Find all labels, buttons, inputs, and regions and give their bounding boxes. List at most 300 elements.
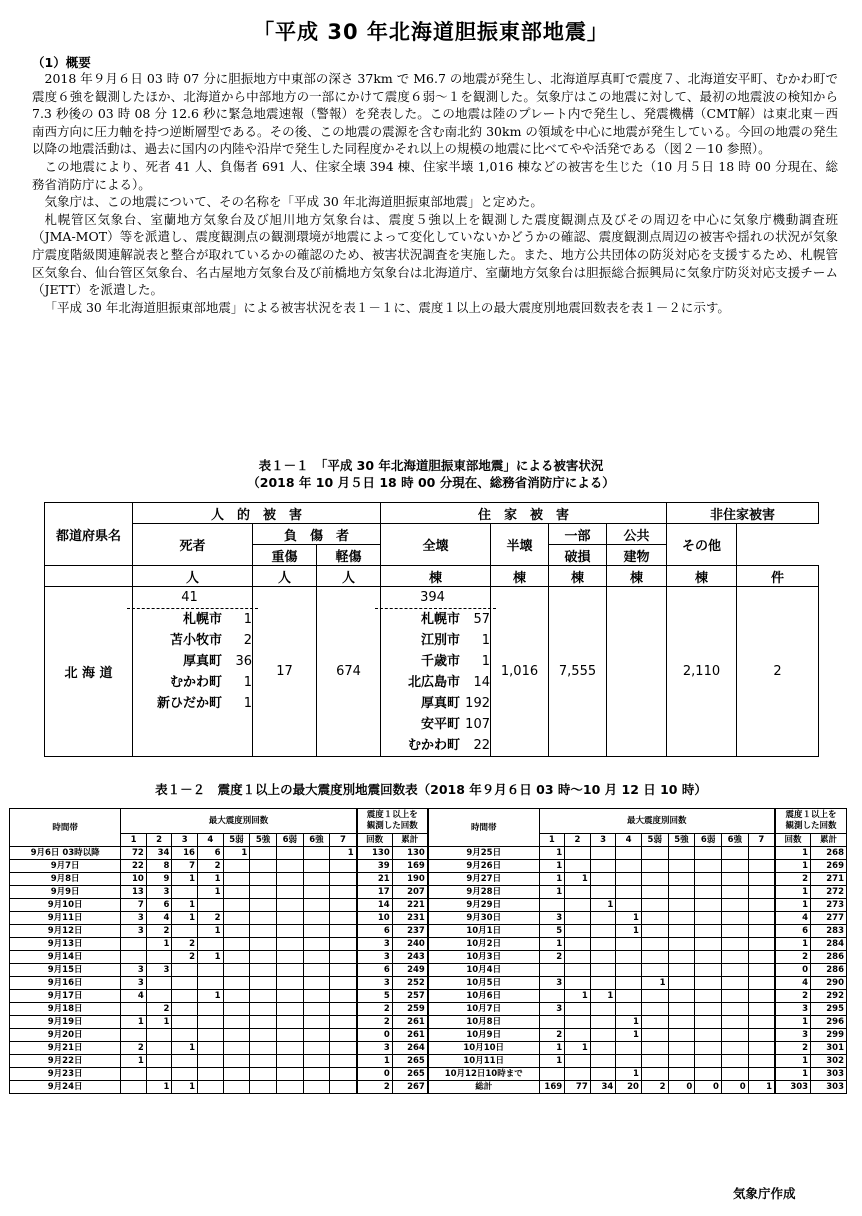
count-cell: 21: [357, 873, 393, 886]
period-cell: 9月11日: [10, 912, 121, 925]
period-cell: 10月4日: [428, 964, 539, 977]
intensity-count-cell: 1: [616, 1016, 642, 1029]
table1-caption: [0, 457, 862, 491]
table-row: [10, 899, 847, 912]
intensity-count-cell: [748, 951, 775, 964]
intensity-count-cell: [616, 1042, 642, 1055]
paragraph: 「平成 30 年北海道胆振東部地震」による被害状況を表１－１に、震度１以上の最大震度別地震回数表を表１－２に示す。: [44, 299, 730, 315]
count-cell: 1: [775, 886, 811, 899]
table-row: [10, 1029, 847, 1042]
intensity-count-cell: [121, 938, 147, 951]
intensity-count-cell: [223, 1068, 250, 1081]
city-row: [381, 630, 490, 651]
intensity-count-cell: [330, 964, 357, 977]
intensity-count-cell: 1: [616, 1029, 642, 1042]
intensity-count-cell: [223, 899, 250, 912]
intensity-count-cell: 1: [539, 1042, 565, 1055]
intensity-count-cell: [276, 886, 303, 899]
intensity-count-cell: 2: [146, 1003, 172, 1016]
intensity-count-cell: [172, 1003, 198, 1016]
table1-caption-line2: （2018 年 10 月５日 18 時 00 分現在、総務省消防庁による）: [247, 475, 615, 490]
intensity-count-cell: 1: [172, 912, 198, 925]
city-count: 22: [473, 738, 490, 753]
intensity-count-cell: 1: [616, 925, 642, 938]
cumulative-cell: 169: [392, 860, 428, 873]
intensity-count-cell: 1: [539, 886, 565, 899]
intensity-count-cell: [616, 1003, 642, 1016]
intensity-count-cell: 1: [590, 899, 616, 912]
count-cell: 2: [775, 990, 811, 1003]
intensity-count-cell: [539, 899, 565, 912]
cumulative-cell: 286: [811, 964, 847, 977]
intensity-count-cell: [172, 1016, 198, 1029]
intensity-count-cell: [197, 899, 223, 912]
city-row: [381, 693, 490, 714]
count-cell: 303: [775, 1081, 811, 1094]
period-cell: 10月5日: [428, 977, 539, 990]
count-cell: 3: [775, 1003, 811, 1016]
intensity-count-cell: [748, 886, 775, 899]
city-count: 36: [235, 654, 252, 669]
intensity-count-cell: [721, 951, 748, 964]
intensity-count-cell: [223, 964, 250, 977]
intensity-count-cell: [695, 1003, 722, 1016]
unit: 人: [253, 566, 317, 587]
unit: 棟: [491, 566, 549, 587]
intensity-count-cell: 3: [146, 886, 172, 899]
intensity-count-cell: [748, 1042, 775, 1055]
intensity-count-cell: [641, 1003, 668, 1016]
period-cell: 9月9日: [10, 886, 121, 899]
cumulative-header: 累計: [392, 834, 428, 847]
intensity-count-cell: 1: [539, 938, 565, 951]
intensity-count-cell: 1: [539, 847, 565, 860]
intensity-count-cell: 0: [721, 1081, 748, 1094]
intensity-count-cell: [565, 860, 591, 873]
cumulative-cell: 261: [392, 1029, 428, 1042]
intensity-count-cell: 1: [616, 912, 642, 925]
intensity-count-cell: [641, 886, 668, 899]
intensity-count-cell: [121, 1029, 147, 1042]
count-cell: 0: [357, 1068, 393, 1081]
period-cell: 9月13日: [10, 938, 121, 951]
intensity-count-cell: [250, 938, 277, 951]
intensity-count-cell: [223, 860, 250, 873]
city-row: [381, 735, 490, 756]
intensity-count-cell: [276, 1081, 303, 1094]
intensity-count-cell: [668, 899, 695, 912]
cumulative-cell: 267: [392, 1081, 428, 1094]
intensity-count-cell: 7: [172, 860, 198, 873]
period-cell: 9月30日: [428, 912, 539, 925]
intensity-count-cell: 10: [121, 873, 147, 886]
unit: 棟: [549, 566, 607, 587]
intensity-header: 5弱: [223, 834, 250, 847]
table-row: [10, 1016, 847, 1029]
intensity-count-cell: [590, 1029, 616, 1042]
earthquake-count-table-body: [10, 809, 847, 1094]
count-cell: 2: [357, 1016, 393, 1029]
intensity-count-cell: [748, 1029, 775, 1042]
intensity-count-cell: [276, 873, 303, 886]
table-row: [10, 1055, 847, 1068]
intensity-count-cell: [172, 1029, 198, 1042]
period-cell: 9月16日: [10, 977, 121, 990]
intensity-count-cell: [276, 860, 303, 873]
intensity-count-cell: [223, 1055, 250, 1068]
intensity-count-cell: [276, 847, 303, 860]
intensity-count-cell: [276, 1003, 303, 1016]
intensity-count-cell: [223, 977, 250, 990]
intensity-count-cell: [748, 938, 775, 951]
intensity-count-cell: [197, 1068, 223, 1081]
intensity-header: 7: [330, 834, 357, 847]
footer-credit: 気象庁作成: [733, 1186, 796, 1201]
intensity-count-cell: [641, 899, 668, 912]
header-public: 公共: [607, 524, 667, 545]
header-public-2: 建物: [607, 545, 667, 566]
count-cell: 1: [775, 899, 811, 912]
city-name: 厚真町: [182, 654, 222, 669]
intensity-count-cell: 22: [121, 860, 147, 873]
city-row: [381, 651, 490, 672]
header-other: その他: [667, 524, 737, 566]
header-observed-line2: 観測した回数: [366, 821, 418, 831]
intensity-count-cell: [590, 860, 616, 873]
intensity-count-cell: 4: [146, 912, 172, 925]
count-cell: 6: [775, 925, 811, 938]
intensity-count-cell: [223, 886, 250, 899]
intensity-count-cell: [695, 886, 722, 899]
period-cell: 9月22日: [10, 1055, 121, 1068]
table-row: [10, 912, 847, 925]
header-partial: 一部: [549, 524, 607, 545]
intensity-count-cell: [250, 951, 277, 964]
intensity-count-cell: [616, 886, 642, 899]
intensity-count-cell: [172, 886, 198, 899]
intensity-header: 5弱: [641, 834, 668, 847]
intensity-count-cell: [223, 990, 250, 1003]
section-heading: （1）概要: [32, 55, 91, 70]
table-row: [10, 860, 847, 873]
intensity-count-cell: [146, 1055, 172, 1068]
table-row: [10, 873, 847, 886]
intensity-count-cell: [641, 912, 668, 925]
intensity-count-cell: 3: [146, 964, 172, 977]
intensity-count-cell: [172, 990, 198, 1003]
intensity-count-cell: [616, 938, 642, 951]
intensity-count-cell: [276, 964, 303, 977]
count-cell: 2: [775, 1042, 811, 1055]
intensity-count-cell: [748, 925, 775, 938]
half-collapse: 1,016: [491, 587, 549, 757]
intensity-count-cell: [303, 847, 330, 860]
city-name: 札幌市: [182, 612, 222, 627]
intensity-count-cell: [668, 990, 695, 1003]
intensity-count-cell: [721, 912, 748, 925]
intensity-count-cell: [748, 1003, 775, 1016]
city-count: 1: [243, 696, 252, 711]
intensity-header: 7: [748, 834, 775, 847]
cumulative-cell: 284: [811, 938, 847, 951]
intensity-count-cell: [223, 1042, 250, 1055]
count-cell: 1: [775, 1068, 811, 1081]
intensity-count-cell: 0: [695, 1081, 722, 1094]
intensity-count-cell: [695, 964, 722, 977]
intensity-header: 6強: [303, 834, 330, 847]
intensity-count-cell: [250, 847, 277, 860]
intensity-count-cell: [695, 1042, 722, 1055]
intensity-count-cell: 1: [146, 938, 172, 951]
period-cell: 9月17日: [10, 990, 121, 1003]
intensity-count-cell: [303, 1016, 330, 1029]
intensity-count-cell: [330, 990, 357, 1003]
intensity-count-cell: [668, 977, 695, 990]
intensity-count-cell: [748, 899, 775, 912]
city-row: [133, 651, 252, 672]
intensity-count-cell: [565, 951, 591, 964]
intensity-count-cell: 0: [668, 1081, 695, 1094]
intensity-count-cell: [330, 886, 357, 899]
intensity-count-cell: [695, 990, 722, 1003]
intensity-count-cell: 1: [197, 873, 223, 886]
intensity-count-cell: [668, 1068, 695, 1081]
header-observed-line2: 観測した回数: [785, 821, 837, 831]
intensity-count-cell: 1: [121, 1055, 147, 1068]
intensity-count-cell: [223, 1081, 250, 1094]
paragraph: 2018 年９月６日 03 時 07 分に胆振地方中東部の深さ 37km で M6.7 の地震が発生し、北海道厚真町で震度７、北海道安平町、むかわ町で震度６強を観測したほか、北海道から中部地方の一部にかけて震度６弱～１を観測した。気象庁はこの地震に対して、最初の地震波の検知から 7.3 秒後の 03 時 08 分 12.6 秒に緊急地震速報（警報）を発表した。この地震は陸のプレート内で発生し、発震機構（CMT解）は東北東－西南西方向に圧力軸を持つ逆断層型である。その後、この地震の震源を含む南北約 30km の領域を中心に地震が発生している。今回の地震の発生以降の地震活動は、過去に国内の内陸や沿岸で発生した同程度かそれ以上の規模の地震に比べてやや活発である（図２－10 参照）。: [32, 71, 838, 157]
intensity-count-cell: [303, 1055, 330, 1068]
intensity-count-cell: [197, 1055, 223, 1068]
intensity-count-cell: 2: [172, 938, 198, 951]
intensity-count-cell: [721, 847, 748, 860]
intensity-count-cell: [721, 899, 748, 912]
intensity-count-cell: 1: [121, 1016, 147, 1029]
cumulative-cell: 237: [392, 925, 428, 938]
intensity-count-cell: [721, 990, 748, 1003]
damage-table: [44, 502, 819, 757]
intensity-count-cell: [668, 847, 695, 860]
intensity-count-cell: 77: [565, 1081, 591, 1094]
cumulative-cell: 303: [811, 1081, 847, 1094]
city-name: 新ひだか町: [156, 696, 222, 711]
period-cell: 10月1日: [428, 925, 539, 938]
cumulative-cell: 290: [811, 977, 847, 990]
intensity-count-cell: [250, 886, 277, 899]
intensity-count-cell: [748, 977, 775, 990]
table-row: [10, 886, 847, 899]
intensity-count-cell: [330, 899, 357, 912]
intensity-count-cell: 1: [590, 990, 616, 1003]
intensity-count-cell: [250, 964, 277, 977]
intensity-count-cell: 72: [121, 847, 147, 860]
intensity-count-cell: [668, 1016, 695, 1029]
intensity-count-cell: [303, 1003, 330, 1016]
cumulative-cell: 231: [392, 912, 428, 925]
intensity-header: 3: [172, 834, 198, 847]
intensity-count-cell: [721, 1042, 748, 1055]
intensity-count-cell: [303, 1081, 330, 1094]
intensity-count-cell: [616, 847, 642, 860]
intensity-count-cell: 1: [641, 977, 668, 990]
intensity-count-cell: [721, 925, 748, 938]
period-cell: 9月7日: [10, 860, 121, 873]
header-total-collapse: 全壊: [381, 524, 491, 566]
intensity-count-cell: [303, 1042, 330, 1055]
intensity-count-cell: 1: [172, 873, 198, 886]
intensity-count-cell: 4: [121, 990, 147, 1003]
cumulative-cell: 264: [392, 1042, 428, 1055]
earthquake-count-table: [9, 808, 847, 1094]
header-human-damage: 人 的 被 害: [133, 503, 381, 524]
count-cell: 6: [357, 925, 393, 938]
intensity-count-cell: 1: [539, 873, 565, 886]
intensity-count-cell: [276, 899, 303, 912]
cumulative-cell: 252: [392, 977, 428, 990]
count-cell: 2: [357, 1081, 393, 1094]
count-cell: 1: [775, 847, 811, 860]
count-cell: 3: [357, 1042, 393, 1055]
intensity-count-cell: [250, 990, 277, 1003]
fire-count: 2: [737, 587, 819, 757]
intensity-count-cell: 2: [539, 951, 565, 964]
count-cell: 0: [775, 964, 811, 977]
intensity-count-cell: [146, 951, 172, 964]
cumulative-cell: 207: [392, 886, 428, 899]
period-cell: 10月12日10時まで: [428, 1068, 539, 1081]
header-half-collapse: 半壊: [491, 524, 549, 566]
unit: 人: [317, 566, 381, 587]
intensity-count-cell: [590, 873, 616, 886]
intensity-count-cell: [748, 990, 775, 1003]
intensity-count-cell: [330, 1055, 357, 1068]
intensity-count-cell: [590, 847, 616, 860]
intensity-count-cell: [695, 977, 722, 990]
city-count: 1: [243, 675, 252, 690]
intensity-count-cell: [721, 1029, 748, 1042]
city-row: [381, 609, 490, 630]
intensity-count-cell: 3: [539, 1003, 565, 1016]
header-observed: [357, 809, 428, 834]
cumulative-cell: 261: [392, 1016, 428, 1029]
count-cell: 2: [357, 1003, 393, 1016]
intensity-count-cell: [668, 951, 695, 964]
page-title: 「平成 30 年北海道胆振東部地震」: [253, 20, 609, 44]
intensity-count-cell: [695, 925, 722, 938]
cumulative-cell: 299: [811, 1029, 847, 1042]
intensity-count-cell: [197, 1042, 223, 1055]
intensity-count-cell: [250, 1042, 277, 1055]
header-partial-2: 破損: [549, 545, 607, 566]
period-cell: 9月23日: [10, 1068, 121, 1081]
period-cell: 9月15日: [10, 964, 121, 977]
cumulative-cell: 265: [392, 1068, 428, 1081]
intensity-count-cell: [330, 1042, 357, 1055]
intensity-count-cell: [303, 925, 330, 938]
unit: 棟: [667, 566, 737, 587]
intensity-header: 4: [616, 834, 642, 847]
cumulative-cell: 273: [811, 899, 847, 912]
count-cell: 1: [775, 938, 811, 951]
intensity-count-cell: [172, 1068, 198, 1081]
count-cell: 14: [357, 899, 393, 912]
intensity-count-cell: [330, 977, 357, 990]
intensity-count-cell: [641, 990, 668, 1003]
intensity-count-cell: 1: [172, 1042, 198, 1055]
paragraph: 札幌管区気象台、室蘭地方気象台及び旭川地方気象台は、震度５強以上を観測した震度観測点及びその周辺を中心に気象庁機動調査班（JMA-MOT）等を派遣し、震度観測点の観測環境が地震によって変化していないかどうかの確認、震度観測点周辺の被害や揺れの状況が気象庁震度階級関連解説表と整合が取れているかの確認のため、被害状況調査を実施した。また、地方公共団体の防災対応を支援するため、札幌管区気象台、仙台管区気象台、名古屋地方気象台及び前橋地方気象台は北海道庁、室蘭地方気象台は胆振総合振興局に気象庁防災対応支援チーム（JETT）を派遣した。: [32, 211, 838, 298]
header-house-damage: 住 家 被 害: [381, 503, 667, 524]
count-cell: 0: [357, 1029, 393, 1042]
intensity-count-cell: [748, 873, 775, 886]
intensity-count-cell: [303, 886, 330, 899]
intensity-count-cell: [721, 938, 748, 951]
intensity-count-cell: [695, 847, 722, 860]
count-cell: 2: [775, 873, 811, 886]
table-row: [10, 1081, 847, 1094]
intensity-count-cell: 1: [539, 860, 565, 873]
intensity-count-cell: 16: [172, 847, 198, 860]
table-row: [10, 847, 847, 860]
intensity-count-cell: [565, 1016, 591, 1029]
period-cell: 9月18日: [10, 1003, 121, 1016]
intensity-count-cell: [276, 1042, 303, 1055]
count-cell: 1: [775, 860, 811, 873]
intensity-count-cell: [330, 1068, 357, 1081]
city-name: 苫小牧市: [169, 633, 222, 648]
intensity-count-cell: [121, 951, 147, 964]
intensity-count-cell: [250, 1081, 277, 1094]
count-cell: 130: [357, 847, 393, 860]
intensity-count-cell: [695, 860, 722, 873]
intensity-count-cell: [641, 873, 668, 886]
intensity-header: 1: [539, 834, 565, 847]
intensity-count-cell: [565, 1003, 591, 1016]
intensity-count-cell: [641, 925, 668, 938]
intensity-count-cell: [590, 977, 616, 990]
intensity-header: 5強: [668, 834, 695, 847]
period-cell: 10月6日: [428, 990, 539, 1003]
intensity-count-cell: 2: [197, 912, 223, 925]
header-minor: 軽傷: [317, 545, 381, 566]
intensity-count-cell: [590, 1055, 616, 1068]
intensity-count-cell: [565, 938, 591, 951]
intensity-count-cell: [146, 977, 172, 990]
intensity-count-cell: [590, 912, 616, 925]
intensity-count-cell: [146, 990, 172, 1003]
intensity-count-cell: 3: [121, 977, 147, 990]
intensity-header: 6強: [721, 834, 748, 847]
city-row: [133, 693, 252, 714]
intensity-count-cell: [539, 1068, 565, 1081]
intensity-count-cell: [590, 1003, 616, 1016]
intensity-count-cell: [223, 951, 250, 964]
intensity-count-cell: [565, 1055, 591, 1068]
intensity-count-cell: 1: [197, 925, 223, 938]
intensity-count-cell: [172, 925, 198, 938]
unit: 棟: [381, 566, 491, 587]
intensity-count-cell: [748, 1016, 775, 1029]
city-count: 192: [465, 696, 490, 711]
period-cell: 10月9日: [428, 1029, 539, 1042]
table-row: [10, 977, 847, 990]
intensity-count-cell: [276, 977, 303, 990]
intensity-count-cell: [616, 990, 642, 1003]
table2-caption: 表１－２ 震度１以上の最大震度別地震回数表（2018 年９月６日 03 時～10 月 12 日 10 時）: [155, 782, 707, 797]
prefecture-name: 北 海 道: [45, 587, 133, 757]
period-cell: 10月3日: [428, 951, 539, 964]
intensity-count-cell: [223, 912, 250, 925]
intensity-count-cell: [223, 1029, 250, 1042]
